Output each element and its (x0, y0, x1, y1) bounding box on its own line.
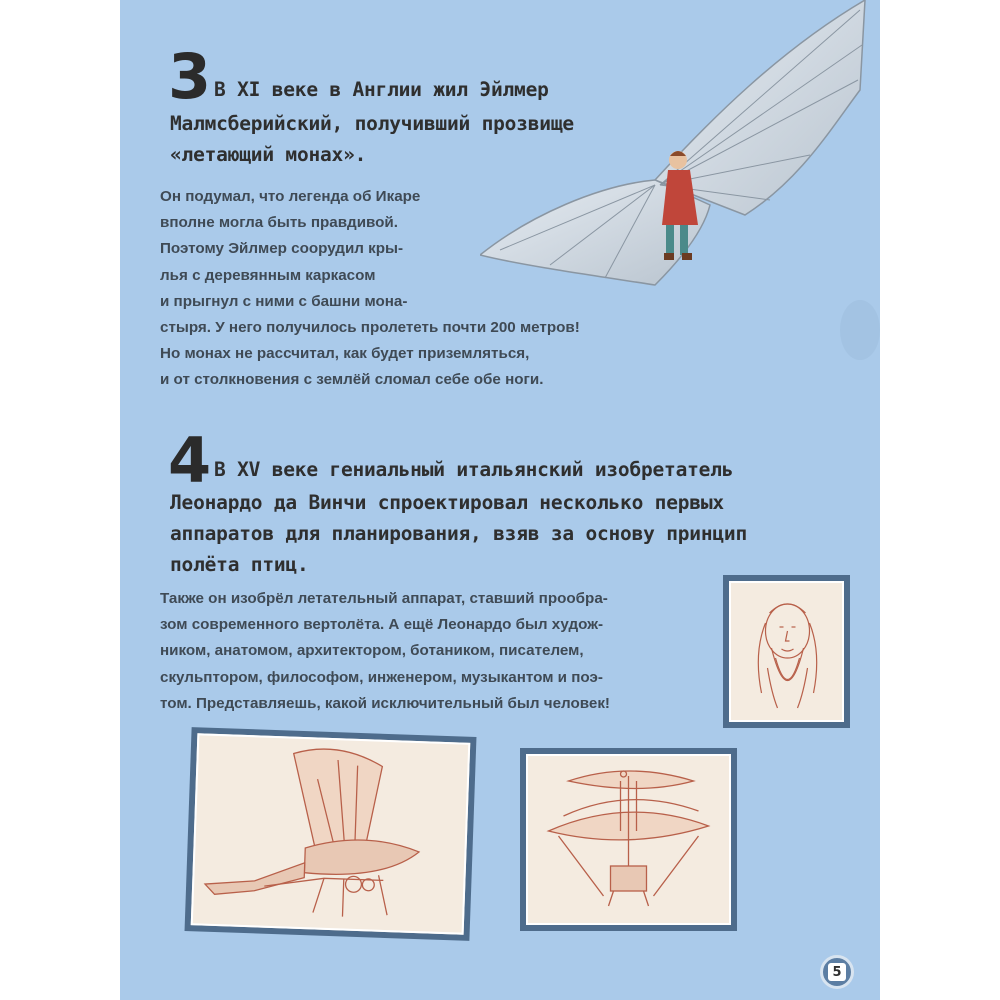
section-3-number: 3 (168, 40, 212, 113)
leonardo-portrait-frame (723, 575, 850, 728)
section-4-title (214, 454, 733, 485)
page-number: 5 (828, 963, 846, 981)
section-3-title-cont (170, 108, 574, 170)
section-4-body (160, 586, 610, 717)
section-3-title (214, 74, 549, 105)
body-line: зом современного вертолёта. А ещё Леонардо был худож- (160, 616, 604, 634)
page-number-badge (820, 955, 854, 989)
body-line: и от столкновения с землёй сломал себе обе ноги. (160, 371, 544, 389)
body-line: Он подумал, что легенда об Икаре (160, 188, 421, 205)
title-line: В XI веке в Англии жил Эйлмер (214, 78, 549, 101)
section-4-number: 4 (168, 424, 212, 497)
body-line: Также он изобрёл летательный аппарат, ставший прообра- (160, 590, 608, 607)
decorative-smudge (840, 300, 880, 360)
leonardo-portrait-sketch (731, 583, 842, 720)
section-4-title-cont (170, 487, 747, 580)
title-line: «летающий монах». (170, 143, 367, 166)
helicopter-sketch-frame (520, 748, 737, 931)
body-line: Но монах не рассчитал, как будет приземляться, (160, 345, 530, 363)
title-line: Малмсберийский, получивший прозвище (170, 112, 574, 135)
body-line: Поэтому Эйлмер соорудил кры- (160, 240, 404, 258)
helicopter-sketch (528, 756, 729, 923)
ornithopter-sketch (193, 735, 468, 932)
body-line: ником, анатомом, архитектором, ботаником, писателем, (160, 642, 584, 660)
body-line: и прыгнул с ними с башни мона- (160, 292, 408, 310)
body-line: вполне могла быть правдивой. (160, 214, 398, 232)
body-line: стыря. У него получилось пролететь почти 200 метров! (160, 319, 580, 337)
ornithopter-sketch-frame (185, 727, 477, 941)
body-line: лья с деревянным каркасом (160, 266, 376, 284)
section-3-body (160, 184, 580, 394)
title-line: аппаратов для планирования, взяв за основу принцип (170, 522, 747, 545)
title-line: В XV веке гениальный итальянский изобретатель (214, 458, 734, 481)
body-line: том. Представляешь, какой исключительный был человек! (160, 694, 610, 712)
book-page (120, 0, 880, 1000)
body-line: скульптором, философом, инженером, музыкантом и поэ- (160, 668, 603, 686)
title-line: Леонардо да Винчи спроектировал несколько первых (170, 491, 724, 514)
title-line: полёта птиц. (170, 553, 309, 576)
